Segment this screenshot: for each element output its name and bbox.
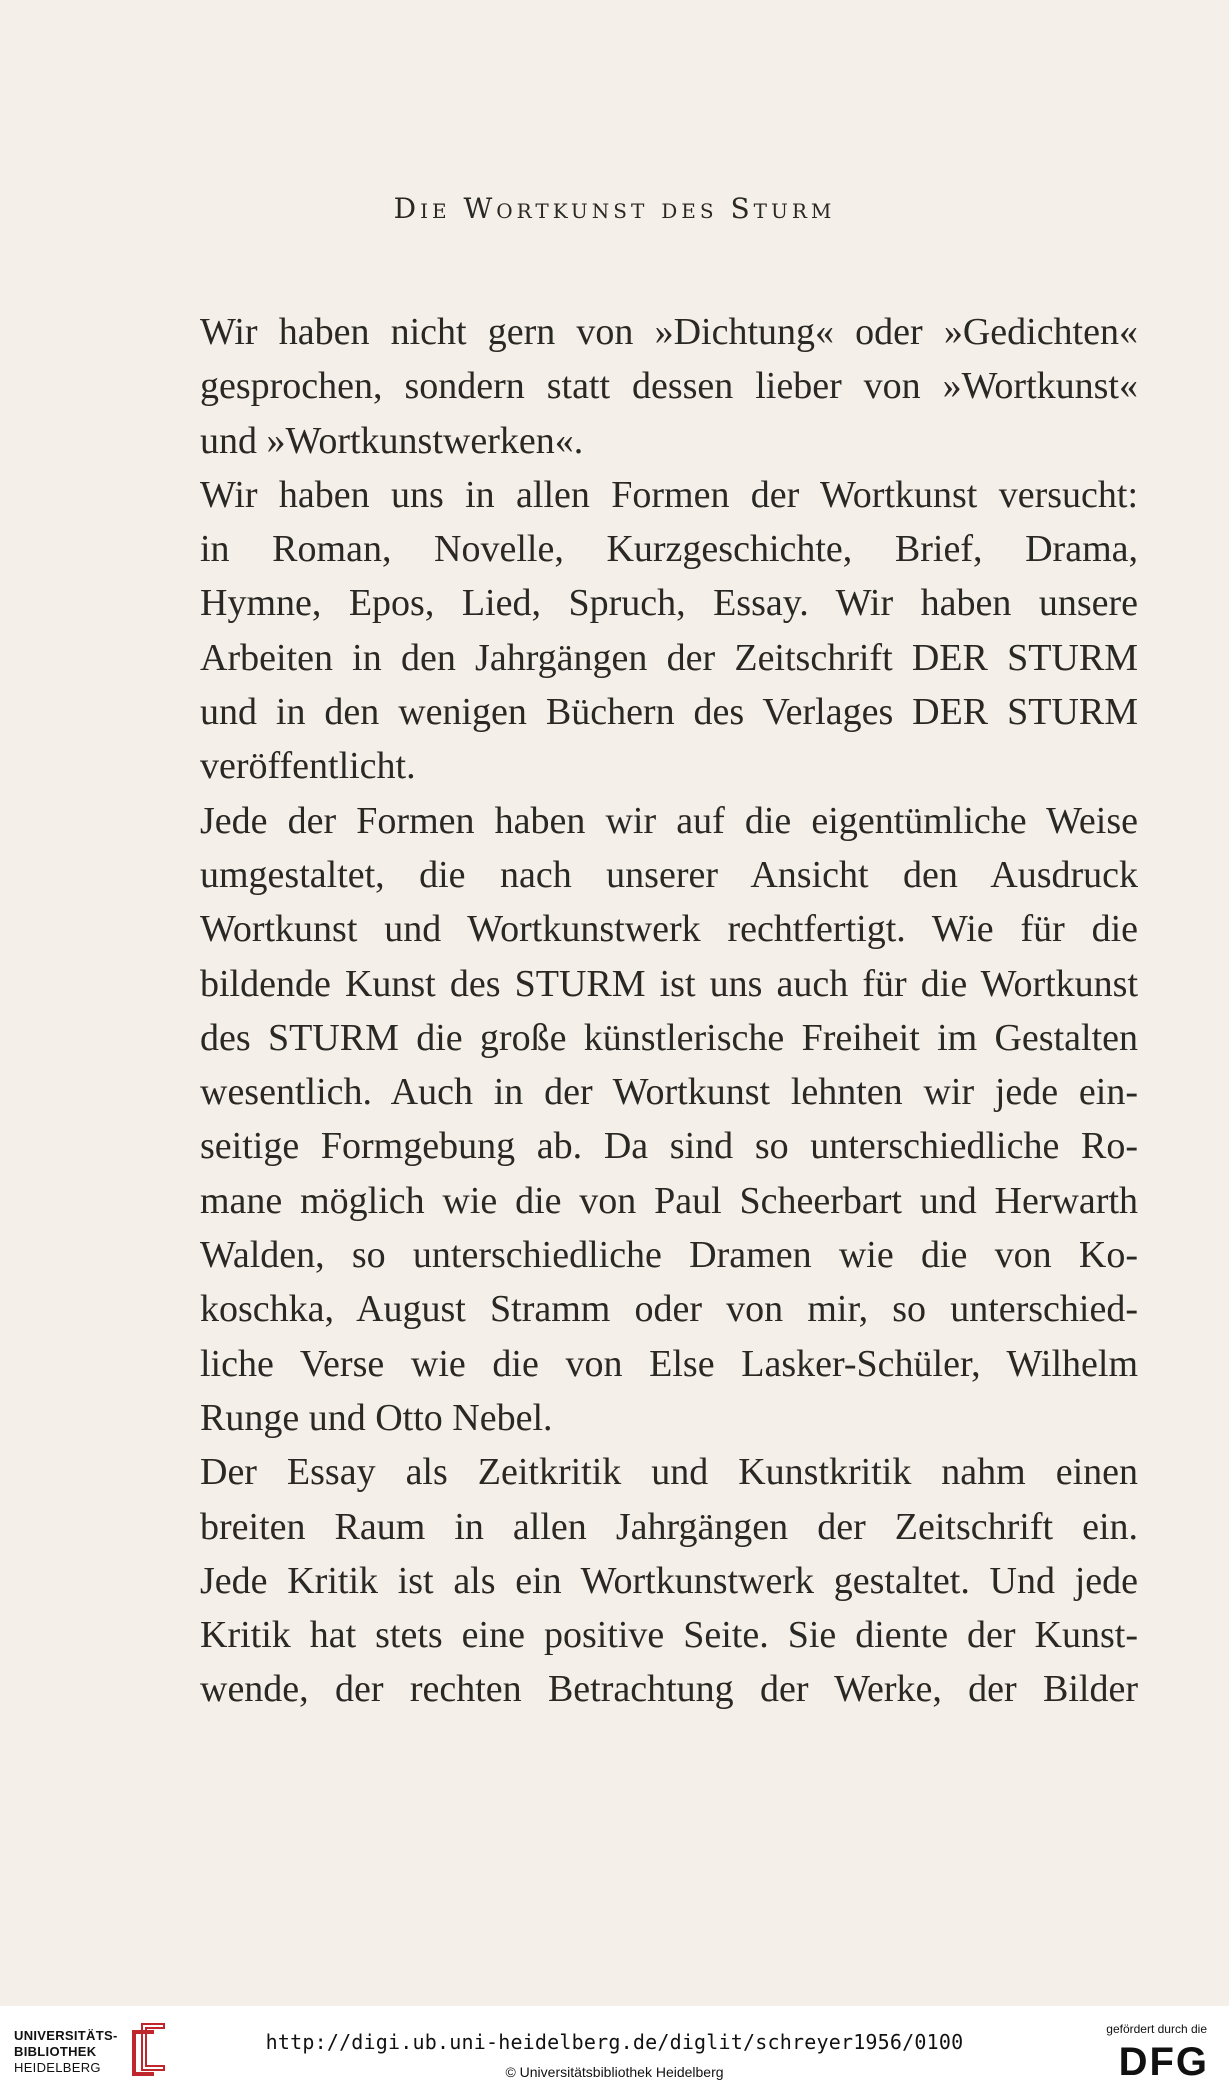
funder-caption: gefördert durch die — [1106, 2022, 1207, 2036]
text-line: umgestaltet, die nach unserer Ansicht den Ausdruck — [200, 853, 1138, 896]
library-name-line-3: HEIDELBERG — [14, 2060, 101, 2075]
viewer-footer — [0, 2006, 1229, 2094]
text-line: und in den wenigen Büchern des Verlages DER STURM — [200, 691, 1138, 734]
text-line: Arbeiten in den Jahrgängen der Zeitschrift DER STURM — [200, 636, 1138, 679]
text-line: in Roman, Novelle, Kurzgeschichte, Brief, Drama, — [200, 528, 1138, 571]
text-line: Wir haben nicht gern von »Dichtung« oder »Gedichten« — [200, 311, 1138, 353]
permalink-url[interactable]: http://digi.ub.uni-heidelberg.de/diglit/schreyer1956/0100 — [265, 2030, 964, 2054]
text-line: Jede Kritik ist als ein Wortkunstwerk gestaltet. Und jede — [200, 1559, 1138, 1602]
text-line: Walden, so unterschiedliche Dramen wie die von Ko- — [200, 1234, 1138, 1277]
text-line: bildende Kunst des STURM ist uns auch für die Wortkunst — [200, 962, 1138, 1005]
text-line: Der Essay als Zeitkritik und Kunstkritik nahm einen — [200, 1451, 1138, 1494]
text-line: koschka, August Stramm oder von mir, so unterschied- — [200, 1288, 1138, 1331]
library-name-line-2: BIBLIOTHEK — [14, 2044, 97, 2059]
running-head: Die Wortkunst des Sturm — [393, 192, 836, 225]
text-line: Wir haben uns in allen Formen der Wortkunst versucht: — [200, 473, 1138, 516]
text-line: und »Wortkunstwerken«. — [200, 419, 584, 462]
dfg-logo: DFG — [1118, 2040, 1209, 2084]
text-line: wesentlich. Auch in der Wortkunst lehnten wir jede ein- — [200, 1071, 1138, 1114]
text-line: breiten Raum in allen Jahrgängen der Zeitschrift ein. — [200, 1505, 1138, 1548]
text-line: veröffentlicht. — [200, 745, 416, 788]
text-line: seitige Formgebung ab. Da sind so unterschiedliche Ro- — [200, 1125, 1138, 1168]
text-line: liche Verse wie die von Else Lasker-Schüler, Wilhelm — [200, 1342, 1138, 1385]
text-line: Wortkunst und Wortkunstwerk rechtfertigt. Wie für die — [200, 908, 1138, 951]
text-line: wende, der rechten Betrachtung der Werke, der Bilder — [200, 1668, 1138, 1711]
text-line: Hymne, Epos, Lied, Spruch, Essay. Wir haben unsere — [200, 582, 1138, 625]
text-line: des STURM die große künstlerische Freiheit im Gestalten — [200, 1016, 1138, 1059]
library-name-line-1: UNIVERSITÄTS- — [14, 2028, 118, 2043]
copyright-notice: © Universitätsbibliothek Heidelberg — [505, 2064, 724, 2080]
body-text — [200, 305, 1138, 1717]
text-line: mane möglich wie die von Paul Scheerbart und Herwarth — [200, 1179, 1138, 1222]
text-line: Kritik hat stets eine positive Seite. Sie diente der Kunst- — [200, 1614, 1138, 1657]
text-line: Jede der Formen haben wir auf die eigentümliche Weise — [200, 799, 1138, 842]
text-line: gesprochen, sondern statt dessen lieber von »Wortkunst« — [200, 365, 1138, 408]
text-line: Runge und Otto Nebel. — [200, 1396, 553, 1439]
